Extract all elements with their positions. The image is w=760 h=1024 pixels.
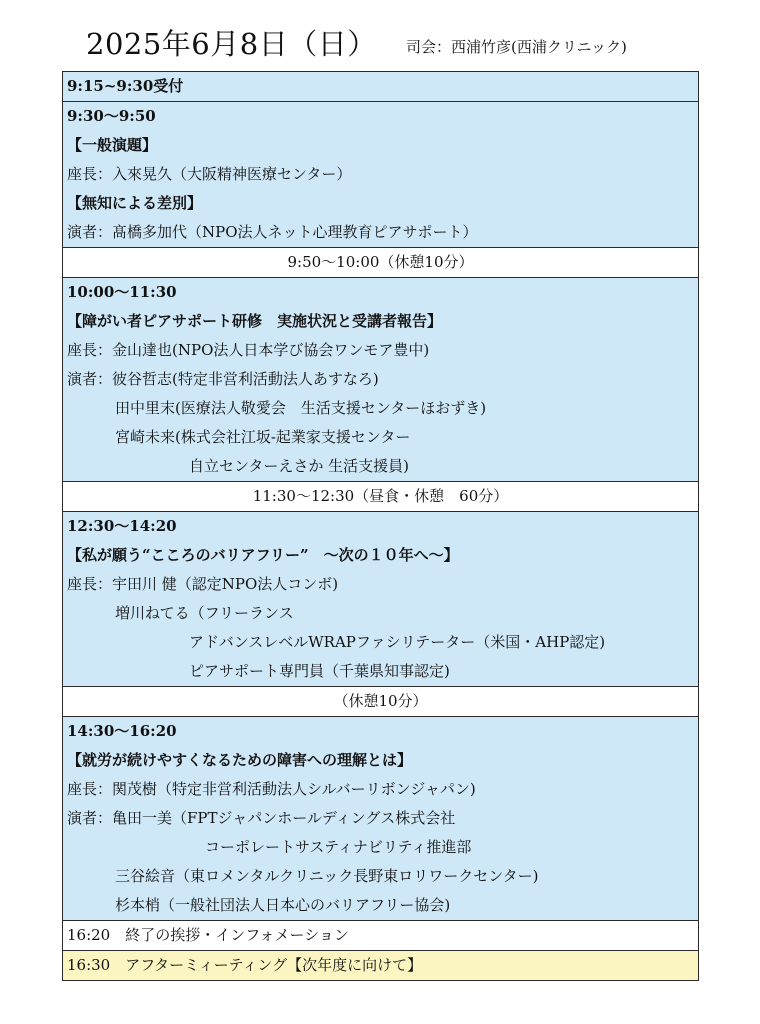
schedule-table bbox=[62, 71, 699, 981]
schedule-block-employment bbox=[62, 716, 699, 920]
time-slot: 9:15~9:30受付 bbox=[67, 77, 184, 95]
schedule-block-break-2 bbox=[62, 686, 699, 716]
page-header bbox=[0, 0, 760, 70]
speaker: 田中里末(医療法人敬愛会 生活支援センターほおずき) bbox=[115, 399, 487, 417]
speaker-affiliation: 自立センターえさか 生活支援員) bbox=[189, 457, 410, 475]
talk-title: 【無知による差別】 bbox=[67, 194, 203, 212]
speaker-affiliation: アドバンスレベルWRAPファシリテーター（米国・AHP認定) bbox=[189, 633, 606, 651]
time-slot: 14:30～16:20 bbox=[67, 722, 177, 740]
after-meeting-label: 16:30 アフターミィーティング【次年度に向けて】 bbox=[67, 956, 423, 974]
speaker: 増川ねてる（フリーランス bbox=[115, 604, 294, 622]
session-title: 【就労が続けやすくなるための障害への理解とは】 bbox=[67, 751, 413, 769]
schedule-block-closing bbox=[62, 920, 699, 950]
break-label: （休憩10分） bbox=[333, 692, 428, 710]
speaker: 演者：彼谷哲志(特定非営利活動法人あすなろ) bbox=[67, 370, 379, 388]
schedule-block-lunch bbox=[62, 481, 699, 511]
schedule-block-barrier-free bbox=[62, 511, 699, 686]
break-label: 11:30～12:30（昼食・休憩 60分） bbox=[252, 487, 509, 505]
break-label: 9:50～10:00（休憩10分） bbox=[287, 253, 474, 271]
schedule-block-general-presentation bbox=[62, 101, 699, 247]
time-slot: 9:30～9:50 bbox=[67, 107, 156, 125]
time-slot: 12:30～14:20 bbox=[67, 517, 177, 535]
speaker-affiliation: コーポレートサスティナビリティ推進部 bbox=[205, 838, 472, 856]
speaker: 三谷絵音（東ロメンタルクリニック長野東ロリワークセンター) bbox=[115, 867, 539, 885]
speaker-affiliation: ピアサポート専門員（千葉県知事認定) bbox=[189, 662, 450, 680]
event-date: 2025年6月8日（日） bbox=[86, 27, 377, 61]
session-title: 【一般演題】 bbox=[67, 136, 158, 154]
speaker: 演者：髙橋多加代（NPO法人ネット心理教育ピアサポート） bbox=[67, 223, 478, 241]
session-title: 【障がい者ピアサポート研修 実施状況と受講者報告】 bbox=[67, 312, 443, 330]
schedule-block-peer-support-training bbox=[62, 277, 699, 481]
closing-label: 16:20 終了の挨拶・インフォメーション bbox=[67, 926, 349, 944]
schedule-block-after-meeting bbox=[62, 950, 699, 981]
schedule-block-reception bbox=[62, 71, 699, 101]
chairperson: 座長：金山達也(NPO法人日本学び協会ワンモア豊中) bbox=[67, 341, 430, 359]
speaker: 宮崎未来(株式会社江坂-起業家支援センター bbox=[115, 428, 411, 446]
host-label: 司会：西浦竹彦(西浦クリニック) bbox=[406, 38, 627, 56]
speaker: 杉本梢（一般社団法人日本心のバリアフリー協会) bbox=[115, 896, 451, 914]
speaker: 演者：亀田一美（FPTジャパンホールディングス株式会社 bbox=[67, 809, 456, 827]
schedule-block-break-1 bbox=[62, 247, 699, 277]
chairperson: 座長：宇田川 健（認定NPO法人コンボ) bbox=[67, 575, 339, 593]
chairperson: 座長：関茂樹（特定非営利活動法人シルバーリボンジャパン) bbox=[67, 780, 476, 798]
chairperson: 座長：入來晃久（大阪精神医療センター） bbox=[67, 165, 352, 183]
session-title: 【私が願う“こころのバリアフリー” ～次の１０年へ～】 bbox=[67, 546, 459, 564]
time-slot: 10:00～11:30 bbox=[67, 283, 177, 301]
